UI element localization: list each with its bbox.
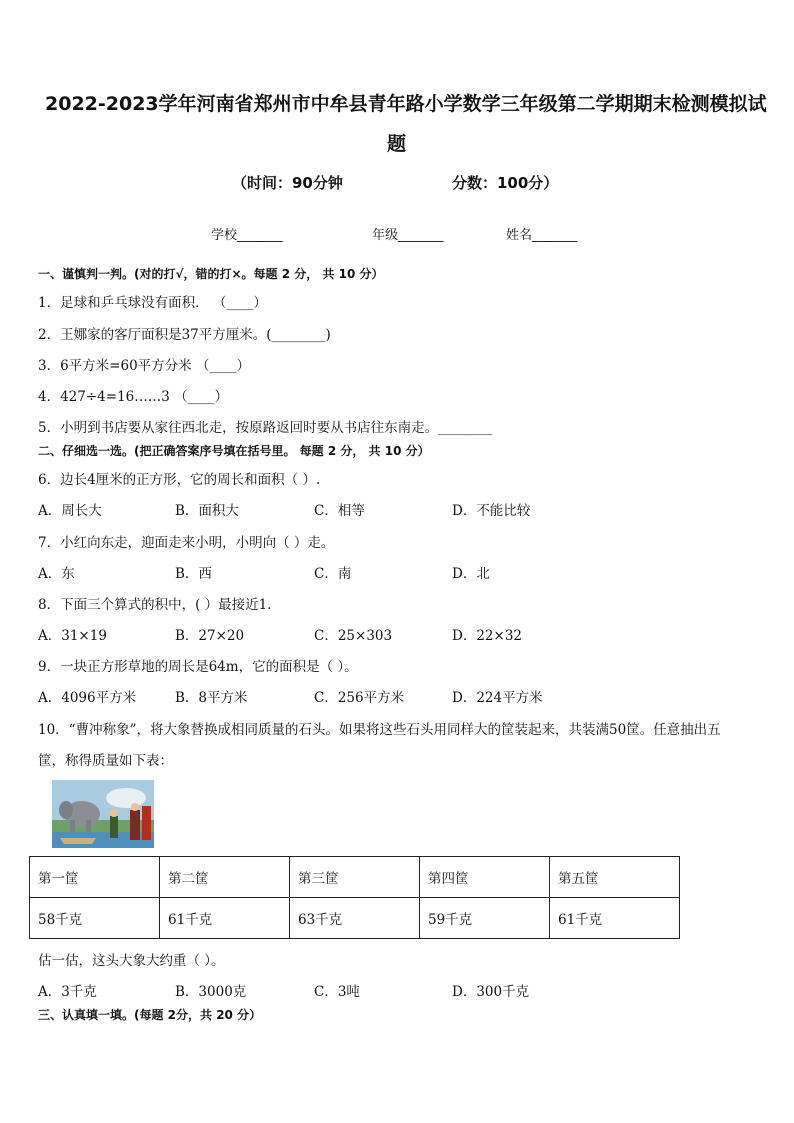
basket-weight-table (29, 856, 680, 939)
table-row (30, 857, 680, 898)
cao-chong-weighs-elephant-illustration-icon (52, 780, 154, 848)
option-d: D．北 (452, 566, 490, 582)
option-d: D．224平方米 (452, 690, 543, 706)
grade-field[interactable]: 年级_______ (372, 228, 444, 243)
option-b: B．面积大 (175, 503, 239, 519)
section-heading-fill: 三、认真填一填。(每题 2分，共 20 分） (38, 1008, 262, 1022)
section-heading-choose: 二、仔细选一选。(把正确答案序号填在括号里。 每题 2 分， 共 10 分） (38, 444, 430, 458)
option-a: A．4096平方米 (38, 690, 137, 706)
table-value-cell: 63千克 (290, 898, 420, 939)
option-a: A．东 (38, 566, 75, 582)
question-item: 1．足球和乒乓球没有面积． （____） (38, 295, 267, 311)
table-header-cell: 第五筐 (550, 857, 680, 898)
table-header-cell: 第四筐 (420, 857, 550, 898)
page-title-line1: 2022-2023学年河南省郑州市中牟县青年路小学数学三年级第二学期期末检测模拟试 (45, 93, 767, 115)
question-stem: 6．边长4厘米的正方形，它的周长和面积（ ）. (38, 472, 321, 488)
question-stem: 10．“曹冲称象”，将大象替换成相同质量的石头。如果将这些石头用同样大的筐装起来，共装满50筐。任意抽出五 (38, 722, 721, 738)
option-a: A．31×19 (38, 628, 107, 644)
section-heading-judge: 一、谨慎判一判。(对的打√，错的打×。每题 2 分， 共 10 分） (38, 267, 384, 281)
exam-time: （时间：90分钟 (232, 174, 343, 192)
table-value-cell: 61千克 (160, 898, 290, 939)
name-field[interactable]: 姓名_______ (506, 228, 578, 243)
question-item: 5．小明到书店要从家往西北走，按原路返回时要从书店往东南走。________ (38, 420, 493, 436)
table-header-cell: 第一筐 (30, 857, 160, 898)
table-row (30, 898, 680, 939)
exam-score: 分数：100分） (452, 174, 559, 192)
question-stem: 7．小红向东走，迎面走来小明，小明向（ ）走。 (38, 535, 335, 551)
option-a: A．周长大 (38, 503, 102, 519)
option-d: D．300千克 (452, 984, 530, 1000)
question-ask: 估一估，这头大象大约重（ ）。 (38, 953, 225, 969)
option-d: D．22×32 (452, 628, 522, 644)
option-c: C．25×303 (314, 628, 393, 644)
option-c: C．南 (314, 566, 352, 582)
option-b: B．8平方米 (175, 690, 248, 706)
option-b: B．西 (175, 566, 212, 582)
table-header-cell: 第二筐 (160, 857, 290, 898)
option-b: B．3000克 (175, 984, 247, 1000)
page-title-line2: 题 (387, 133, 407, 155)
question-stem: 8．下面三个算式的积中，( ）最接近1． (38, 597, 281, 613)
table-value-cell: 61千克 (550, 898, 680, 939)
option-c: C．3吨 (314, 984, 360, 1000)
option-c: C．相等 (314, 503, 365, 519)
question-item: 3．6平方米=60平方分米 （____） (38, 358, 250, 374)
table-value-cell: 58千克 (30, 898, 160, 939)
question-stem-continued: 筐，称得质量如下表： (38, 753, 173, 769)
question-item: 4．427÷4=16……3 （____） (38, 389, 229, 405)
option-b: B．27×20 (175, 628, 245, 644)
table-value-cell: 59千克 (420, 898, 550, 939)
school-field[interactable]: 学校_______ (211, 228, 283, 243)
question-stem: 9．一块正方形草地的周长是64m，它的面积是（ ）。 (38, 659, 358, 675)
option-d: D．不能比较 (452, 503, 531, 519)
option-a: A．3千克 (38, 984, 97, 1000)
table-header-cell: 第三筐 (290, 857, 420, 898)
question-item: 2．王娜家的客厅面积是37平方厘米。(________) (38, 327, 331, 343)
option-c: C．256平方米 (314, 690, 405, 706)
